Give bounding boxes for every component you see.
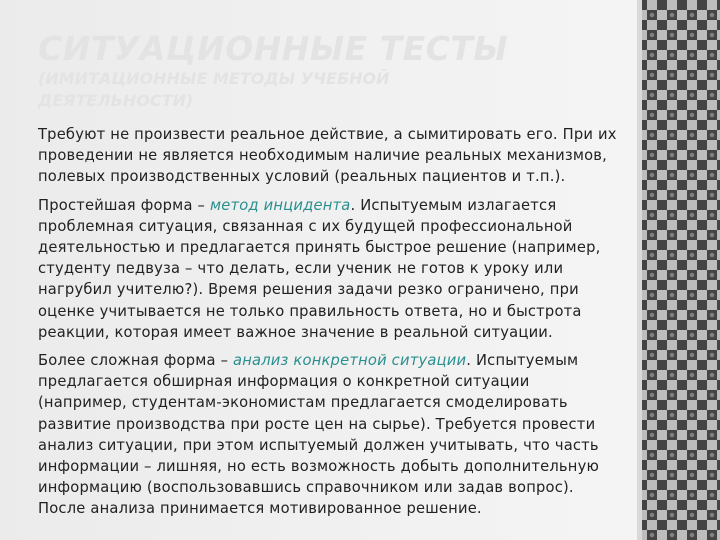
slide-title-block bbox=[38, 30, 598, 112]
paragraph-incident-method bbox=[38, 195, 618, 343]
paragraph-case-text: . Испытуемым предлагается обширная информация о конкретной ситуации (например, студентам-экономистам предлагается смоделировать развитие производства при росте цен на сырье). Требуется провести анализ ситуации, при этом испытуемый должен учитывать, что часть информации – лишняя, но есть возможность добыть дополнительную информацию (воспользовавшись справочником или задав вопрос). После анализа принимается мотивированное решение. bbox=[38, 352, 600, 518]
paragraph-definition bbox=[38, 124, 618, 188]
term-incident-method: метод инцидента bbox=[209, 196, 351, 214]
slide-body bbox=[38, 124, 618, 527]
term-case-analysis: анализ конкретной ситуации bbox=[233, 352, 467, 370]
slide-title: СИТУАЦИОННЫЕ ТЕСТЫ bbox=[38, 29, 509, 68]
decorative-pattern-strip bbox=[637, 0, 720, 540]
paragraph-case-analysis bbox=[38, 350, 618, 520]
paragraph-case-intro: Более сложная форма – bbox=[38, 352, 234, 370]
slide-subtitle-line-2: ДЕЯТЕЛЬНОСТИ) bbox=[38, 91, 194, 110]
paragraph-incident-text: . Испытуемым излагается проблемная ситуация, связанная с их будущей профессиональной деятельностью и предлагается принять быстрое решение (например, студенту педвуза – что делать, если ученик не готов к уроку или нагрубил учителю?). Время решения задачи резко ограничено, при оценке учитывается не только правильность ответа, но и быстрота реакции, которая имеет важное значение в реальной ситуации. bbox=[38, 196, 601, 341]
slide-subtitle-line-1: (ИМИТАЦИОННЫЕ МЕТОДЫ УЧЕБНОЙ bbox=[38, 69, 390, 88]
paragraph-incident-intro: Простейшая форма – bbox=[38, 196, 210, 214]
paragraph-definition-text: Требуют не произвести реальное действие, а сымитировать его. При их проведении не является необходимым наличие реальных механизмов, полевых производственных условий (реальных пациентов и т.п.). bbox=[38, 126, 617, 186]
